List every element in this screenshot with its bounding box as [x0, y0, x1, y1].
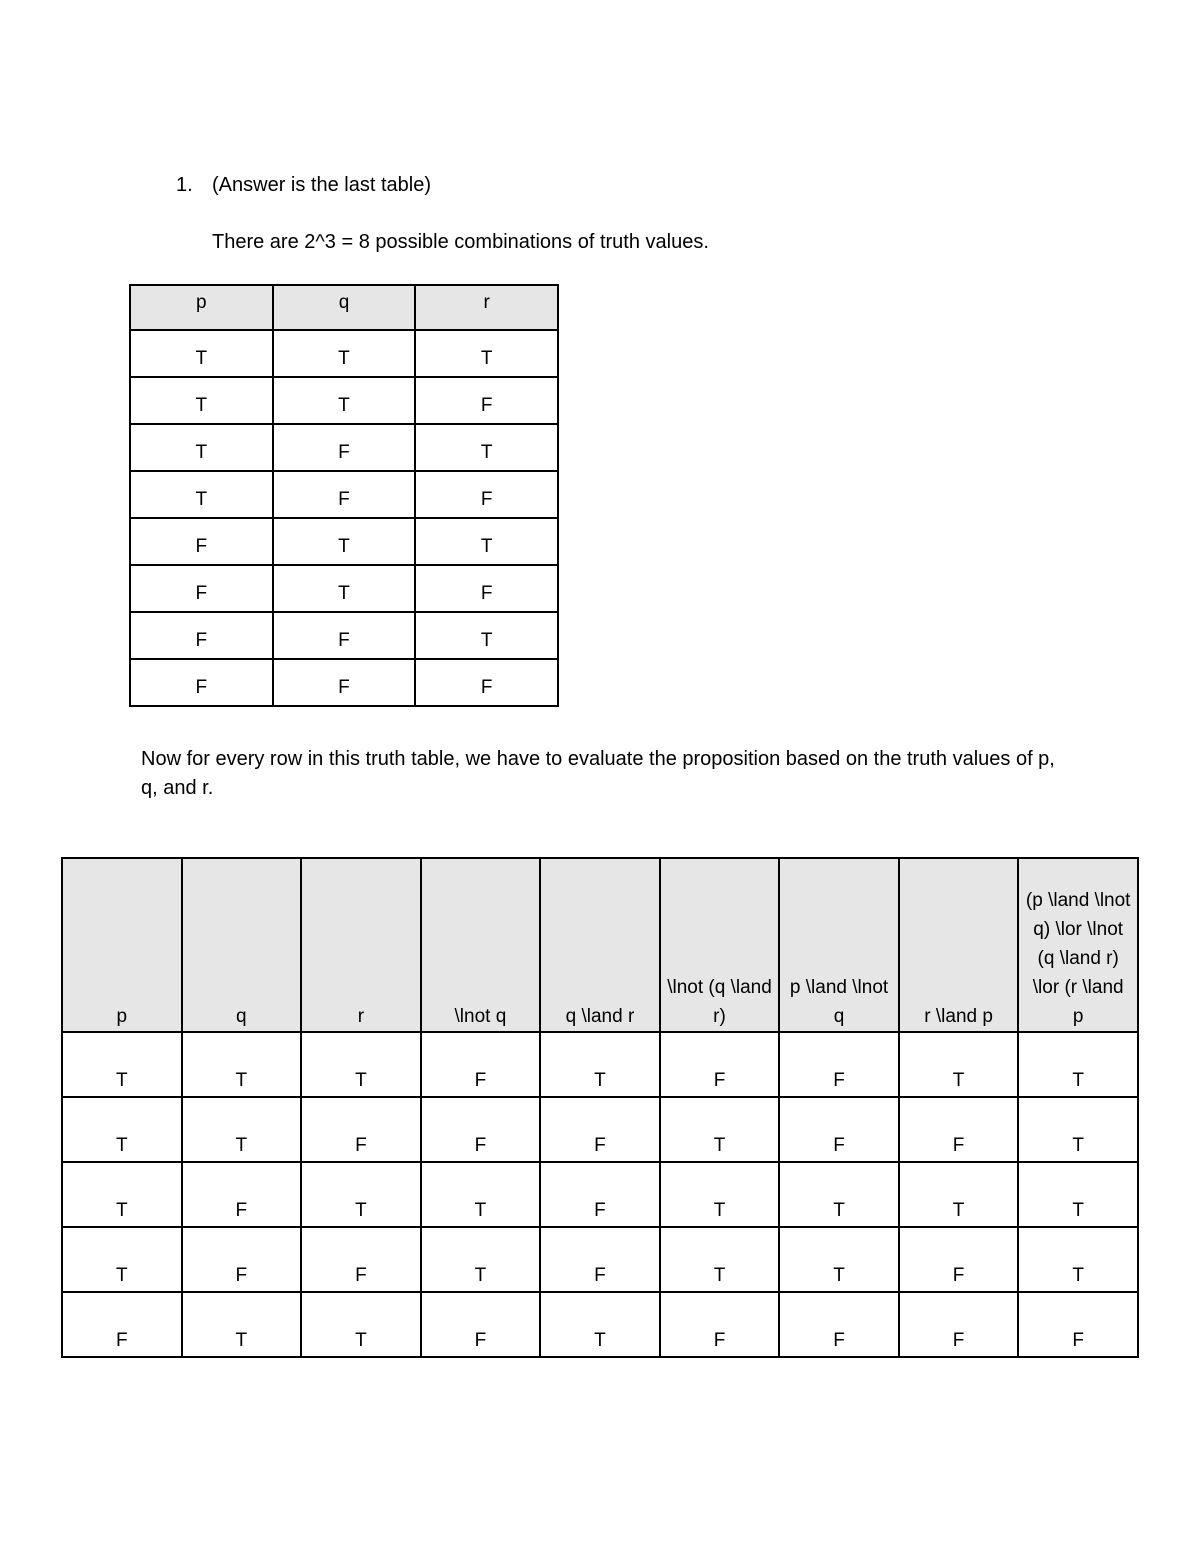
table-cell: F [779, 1032, 899, 1097]
table-cell: T [130, 424, 273, 471]
header-cell: p \land \lnot q [779, 858, 899, 1032]
truth-table-full [61, 857, 1139, 1358]
header-cell: q \land r [540, 858, 660, 1032]
table-cell: T [415, 330, 558, 377]
table-cell: F [779, 1097, 899, 1162]
table-row [130, 518, 558, 565]
table-cell: F [899, 1292, 1019, 1357]
table-cell: F [130, 659, 273, 706]
table-header-row [62, 858, 1138, 1032]
table-row [130, 330, 558, 377]
table-cell: T [301, 1032, 421, 1097]
table-cell: F [273, 424, 416, 471]
table-cell: T [421, 1227, 541, 1292]
table-cell: T [1018, 1227, 1138, 1292]
table-cell: F [62, 1292, 182, 1357]
table-cell: F [182, 1227, 302, 1292]
table-cell: T [660, 1097, 780, 1162]
table-cell: F [421, 1032, 541, 1097]
table-row [62, 1292, 1138, 1357]
table-cell: T [899, 1032, 1019, 1097]
table-cell: F [660, 1032, 780, 1097]
table-cell: F [540, 1227, 660, 1292]
table-cell: T [540, 1292, 660, 1357]
header-cell: q [182, 858, 302, 1032]
table-row [62, 1032, 1138, 1097]
truth-table-basic [129, 284, 559, 707]
table-cell: F [540, 1162, 660, 1227]
table-row [130, 424, 558, 471]
table-cell: T [130, 377, 273, 424]
header-cell: q [273, 285, 416, 330]
table-cell: F [779, 1292, 899, 1357]
table-cell: T [1018, 1097, 1138, 1162]
table-cell: T [415, 424, 558, 471]
answer-note: (Answer is the last table) [212, 174, 431, 196]
table-row [62, 1227, 1138, 1292]
table-cell: T [182, 1292, 302, 1357]
table-row [62, 1162, 1138, 1227]
list-number: 1. [176, 174, 193, 196]
table-cell: F [273, 471, 416, 518]
table-row [62, 1097, 1138, 1162]
header-cell: p [130, 285, 273, 330]
table-cell: F [421, 1097, 541, 1162]
table-cell: T [62, 1227, 182, 1292]
header-cell: r [301, 858, 421, 1032]
table-row [130, 565, 558, 612]
header-cell: (p \land \lnot q) \lor \lnot (q \land r) \lor (r \land p [1018, 858, 1138, 1032]
table-cell: F [130, 565, 273, 612]
table-cell: F [415, 659, 558, 706]
table-cell: T [273, 377, 416, 424]
table-cell: T [779, 1227, 899, 1292]
table-cell: F [415, 377, 558, 424]
table-cell: T [273, 330, 416, 377]
table-cell: T [273, 518, 416, 565]
table-header-row [130, 285, 558, 330]
table-cell: T [301, 1292, 421, 1357]
table-cell: F [899, 1227, 1019, 1292]
header-cell: r [415, 285, 558, 330]
table-row [130, 612, 558, 659]
table-cell: T [421, 1162, 541, 1227]
table-cell: F [182, 1162, 302, 1227]
header-cell: \lnot (q \land r) [660, 858, 780, 1032]
table-cell: F [899, 1097, 1019, 1162]
table-cell: F [540, 1097, 660, 1162]
table-cell: F [421, 1292, 541, 1357]
explanation-paragraph: Now for every row in this truth table, we have to evaluate the proposition based on the truth values of p, q, and r. [141, 748, 1055, 799]
table-cell: T [1018, 1032, 1138, 1097]
table-cell: T [62, 1032, 182, 1097]
table-cell: F [273, 659, 416, 706]
header-cell: r \land p [899, 858, 1019, 1032]
table-row [130, 471, 558, 518]
table-cell: T [1018, 1162, 1138, 1227]
table-cell: F [130, 612, 273, 659]
table-row [130, 659, 558, 706]
table-cell: F [660, 1292, 780, 1357]
table-cell: T [130, 471, 273, 518]
table-cell: T [540, 1032, 660, 1097]
table-cell: T [62, 1097, 182, 1162]
table-cell: T [415, 518, 558, 565]
table-cell: F [130, 518, 273, 565]
header-cell: \lnot q [421, 858, 541, 1032]
intro-text: There are 2^3 = 8 possible combinations of truth values. [212, 231, 709, 253]
table-cell: F [415, 565, 558, 612]
header-cell: p [62, 858, 182, 1032]
table-cell: F [273, 612, 416, 659]
table-cell: T [62, 1162, 182, 1227]
table-cell: T [415, 612, 558, 659]
table-cell: F [1018, 1292, 1138, 1357]
table-cell: F [301, 1227, 421, 1292]
table-row [130, 377, 558, 424]
table-cell: T [130, 330, 273, 377]
table-cell: T [779, 1162, 899, 1227]
table-cell: T [660, 1162, 780, 1227]
table-cell: T [182, 1097, 302, 1162]
table-cell: F [301, 1097, 421, 1162]
table-cell: T [273, 565, 416, 612]
table-cell: T [899, 1162, 1019, 1227]
table-cell: T [660, 1227, 780, 1292]
table-cell: F [415, 471, 558, 518]
table-cell: T [301, 1162, 421, 1227]
table-cell: T [182, 1032, 302, 1097]
